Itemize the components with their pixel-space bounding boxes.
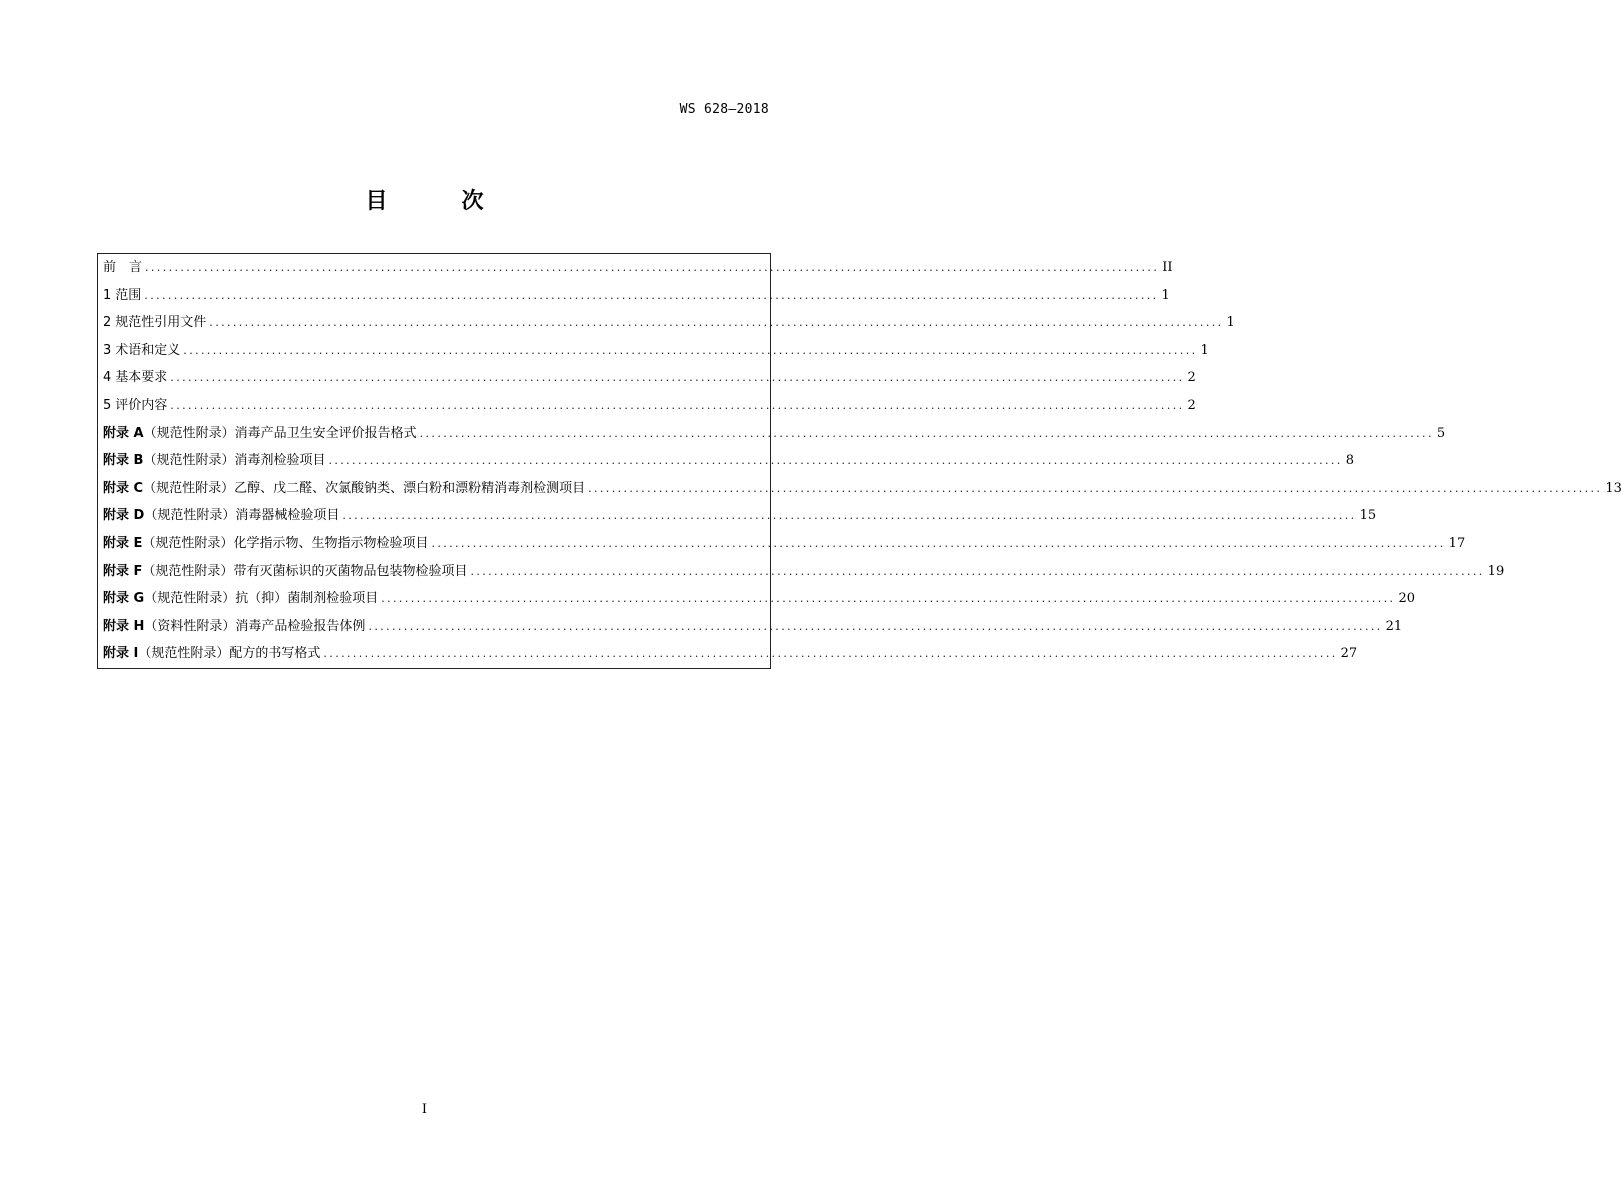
toc-page-number: 19 (1487, 563, 1505, 579)
toc-entry-scope[interactable] (98, 282, 1170, 310)
toc-entry-label: 前 言 (103, 260, 143, 275)
toc-entry-number: 3 (103, 342, 112, 358)
toc-page-number: 1 (1226, 315, 1235, 331)
appendix-title: 带有灭菌标识的灭菌物品包装物检验项目 (233, 563, 468, 579)
toc-page-number: 1 (1161, 287, 1170, 303)
appendix-title: 消毒剂检验项目 (234, 453, 326, 469)
toc-page-number: II (1162, 260, 1173, 275)
toc-page-number: 20 (1398, 591, 1415, 607)
toc-leader-dots: ............................................................................................................................................................................ (170, 398, 1185, 412)
appendix-title: 消毒产品检验报告体例 (235, 618, 366, 634)
appendix-title: 化学指示物、生物指示物检验项目 (233, 535, 429, 551)
appendix-label: 附录 E (103, 535, 143, 551)
appendix-type: （规范性附录） (142, 535, 234, 551)
appendix-label: 附录 H (103, 618, 145, 634)
appendix-title: 乙醇、戊二醛、次氯酸钠类、漂白粉和漂粉精消毒剂检测项目 (234, 480, 586, 496)
toc-page-number: 8 (1345, 453, 1354, 469)
table-of-contents (97, 253, 1622, 669)
appendix-label: 附录 B (103, 453, 144, 469)
toc-leader-dots: ............................................................................................................................................................................ (342, 509, 1357, 523)
toc-leader-dots: ............................................................................................................................................................................ (381, 592, 1396, 606)
toc-page-number: 17 (1448, 535, 1466, 551)
appendix-label: 附录 C (103, 480, 144, 496)
appendix-title: 配方的书写格式 (229, 646, 321, 662)
toc-appendix-e[interactable] (98, 530, 1466, 558)
toc-leader-dots: ............................................................................................................................................................................ (328, 454, 1343, 468)
toc-leader-dots: ............................................................................................................................................................................ (170, 371, 1185, 385)
toc-entry-terms-definitions[interactable] (98, 337, 1209, 365)
appendix-type: （规范性附录） (142, 563, 234, 579)
appendix-title: 抗（抑）菌制剂检验项目 (235, 591, 379, 607)
toc-page-number: 1 (1200, 342, 1209, 358)
toc-page-number: 2 (1187, 397, 1196, 413)
appendix-title: 消毒产品卫生安全评价报告格式 (234, 425, 417, 441)
toc-appendix-h[interactable] (98, 613, 1403, 641)
toc-leader-dots: ............................................................................................................................................................................ (588, 481, 1603, 495)
page-title: 目 次 (365, 189, 510, 214)
toc-entry-number: 4 (103, 370, 112, 386)
toc-entry-label: 基本要求 (115, 370, 168, 386)
toc-page-number: 2 (1187, 370, 1196, 386)
appendix-type: （规范性附录） (143, 453, 235, 469)
toc-appendix-f[interactable] (98, 558, 1505, 586)
appendix-type: （规范性附录） (143, 480, 235, 496)
appendix-type: （规范性附录） (144, 508, 236, 524)
appendix-type: （资料性附录） (144, 618, 236, 634)
appendix-label: 附录 F (103, 563, 143, 579)
toc-leader-dots: ............................................................................................................................................................................ (144, 288, 1159, 302)
toc-leader-dots: ............................................................................................................................................................................ (209, 316, 1224, 330)
toc-entry-number: 2 (103, 315, 112, 331)
page-number-footer: I (421, 1102, 428, 1117)
toc-appendix-d[interactable] (98, 502, 1377, 530)
appendix-label: 附录 A (103, 425, 144, 441)
toc-entry-normative-references[interactable] (98, 309, 1235, 337)
toc-leader-dots: ............................................................................................................................................................................ (183, 343, 1198, 357)
toc-entry-basic-requirements[interactable] (98, 364, 1196, 392)
appendix-label: 附录 D (103, 508, 145, 524)
toc-entry-evaluation-content[interactable] (98, 392, 1196, 420)
appendix-type: （规范性附录） (144, 591, 236, 607)
toc-entry-label: 范围 (115, 287, 142, 303)
toc-leader-dots: ............................................................................................................................................................................ (323, 647, 1338, 661)
toc-page-number: 13 (1605, 480, 1622, 496)
toc-leader-dots: ............................................................................................................................................................................ (419, 426, 1434, 440)
toc-entry-label: 规范性引用文件 (115, 315, 207, 331)
appendix-type: （规范性附录） (138, 646, 230, 662)
appendix-type: （规范性附录） (143, 425, 235, 441)
toc-page-number: 5 (1436, 425, 1446, 441)
toc-leader-dots: ............................................................................................................................................................................ (145, 261, 1160, 274)
toc-appendix-a[interactable] (98, 420, 1446, 448)
toc-entry-foreword[interactable] (98, 254, 1173, 282)
toc-entry-label: 术语和定义 (115, 342, 181, 358)
toc-entry-number: 1 (103, 287, 112, 303)
toc-page-number: 27 (1340, 646, 1358, 662)
toc-page-number: 15 (1359, 508, 1377, 524)
toc-appendix-g[interactable] (98, 585, 1415, 613)
appendix-title: 消毒器械检验项目 (235, 508, 340, 524)
toc-page-number: 21 (1385, 618, 1403, 634)
toc-appendix-i[interactable] (98, 640, 1358, 668)
toc-entry-label: 评价内容 (115, 397, 168, 413)
toc-leader-dots: ............................................................................................................................................................................ (368, 619, 1383, 633)
appendix-label: 附录 G (103, 591, 145, 607)
appendix-label: 附录 I (103, 646, 139, 662)
toc-appendix-b[interactable] (98, 447, 1354, 475)
document-code: WS 628—2018 (679, 102, 769, 117)
toc-appendix-c[interactable] (98, 475, 1622, 503)
toc-leader-dots: ............................................................................................................................................................................ (431, 536, 1446, 550)
toc-leader-dots: ............................................................................................................................................................................ (470, 564, 1485, 578)
toc-entry-number: 5 (103, 397, 112, 413)
